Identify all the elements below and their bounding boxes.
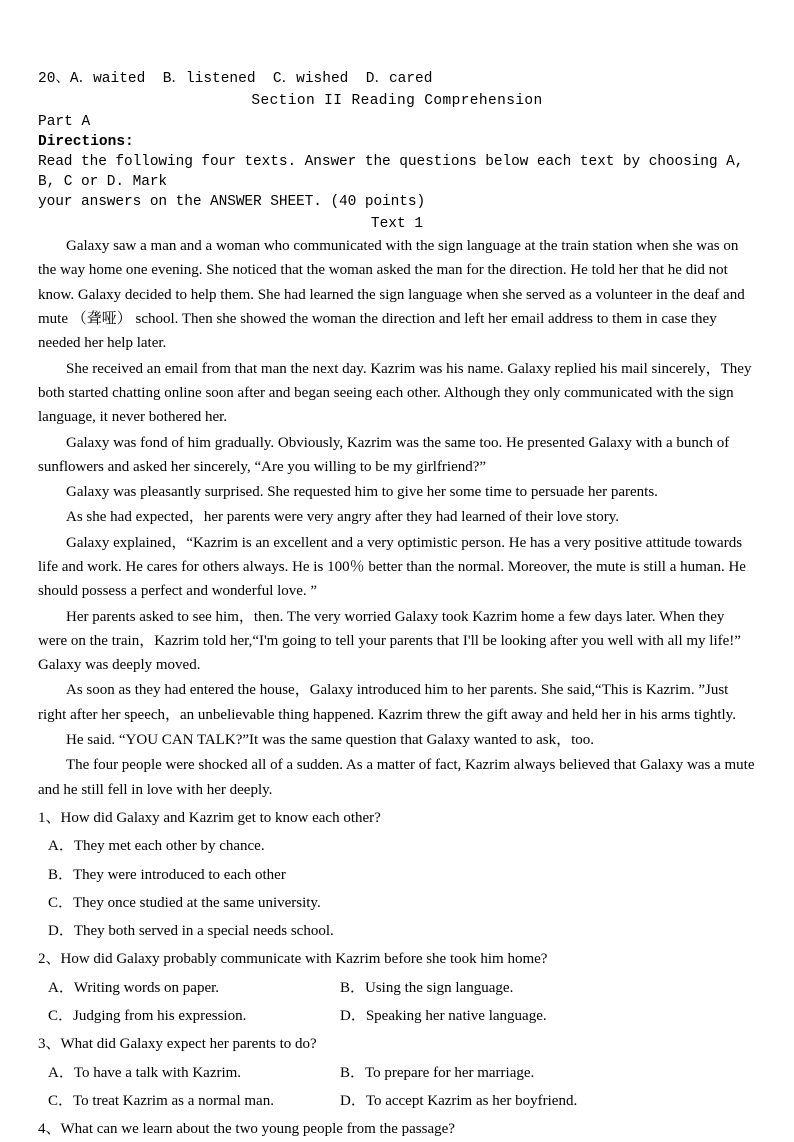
directions-label: Directions:	[38, 133, 134, 150]
passage-paragraph: He said. “YOU CAN TALK?”It was the same question that Galaxy wanted to ask，too.	[66, 732, 594, 749]
passage-paragraph: As soon as they had entered the house，Galaxy introduced him to her parents. She said,“This is Kazrim. ”Just right after her speech，an unbelievable thing happened. Kazrim threw the gift away and held her in his arms tightly.	[38, 682, 736, 723]
passage-paragraph: Her parents asked to see him，then. The very worried Galaxy took Kazrim home a few days later. When they were on the train，Kazrim told her,“I'm going to tell your parents that I'll be looking after you well with all my life!” Galaxy was deeply moved.	[38, 608, 741, 674]
directions-line-2: your answers on the ANSWER SHEET. (40 points)	[38, 194, 426, 211]
question-2-option-d[interactable]: D．Speaking her native language.	[340, 1008, 547, 1025]
question-3-stem: 3、What did Galaxy expect her parents to do?	[38, 1036, 317, 1053]
text-1-heading: Text 1	[370, 216, 424, 233]
part-label: Part A	[38, 114, 91, 130]
passage-paragraph: Galaxy was pleasantly surprised. She requested him to give her some time to persuade her parents.	[66, 484, 658, 501]
passage-paragraph: As she had expected，her parents were very angry after they had learned of their love story.	[66, 509, 619, 526]
passage-paragraph: Galaxy explained，“Kazrim is an excellent and a very optimistic person. He has a very positive attitude towards life and work. He cares for others always. He is 100％ better than the normal. Moreover, the mute is still a human. He should possess a perfect and wonderful love. ”	[38, 534, 746, 600]
question-2-option-c[interactable]: C．Judging from his expression.	[48, 1008, 247, 1025]
question-3-options-row-2	[48, 1089, 756, 1113]
passage-paragraph: Galaxy was fond of him gradually. Obviously, Kazrim was the same too. He presented Galaxy with a bunch of sunflowers and asked her sincerely, “Are you willing to be my girlfriend?”	[38, 434, 730, 475]
directions-line-1: Read the following four texts. Answer the questions below each text by choosing A, B, C or D. Mark	[38, 154, 744, 191]
passage-paragraph: The four people were shocked all of a sudden. As a matter of fact, Kazrim always believed that Galaxy was a mute and he still fell in love with her deeply.	[38, 757, 755, 798]
section-heading: Section II Reading Comprehension	[251, 93, 543, 109]
question-4-stem: 4、What can we learn about the two young people from the passage?	[38, 1121, 455, 1138]
question-3-option-b[interactable]: B．To prepare for her marriage.	[340, 1064, 535, 1081]
question-3-option-c[interactable]: C．To treat Kazrim as a normal man.	[48, 1092, 274, 1109]
question-3-option-a[interactable]: A．To have a talk with Kazrim.	[48, 1064, 242, 1081]
passage-paragraph: Galaxy saw a man and a woman who communicated with the sign language at the train station when she was on the way home one evening. She noticed that the woman asked the man for the direction. He told her that he did not know. Galaxy decided to help them. She had learned the sign language when she served as a volunteer in the deaf and mute （聋哑） school. Then she showed the woman the direction and left her email address to them in case they needed her help later.	[38, 238, 745, 352]
question-2-options-row-1	[48, 976, 756, 1000]
question-1-option-d[interactable]: D．They both served in a special needs school.	[48, 923, 334, 940]
question-1-option-b[interactable]: B．They were introduced to each other	[48, 866, 286, 883]
question-2-option-a[interactable]: A．Writing words on paper.	[48, 979, 220, 996]
question-3-option-d[interactable]: D．To accept Kazrim as her boyfriend.	[340, 1092, 578, 1109]
question-1-option-c[interactable]: C．They once studied at the same university.	[48, 894, 321, 911]
question-3-options-row-1	[48, 1061, 756, 1085]
passage-paragraph: She received an email from that man the next day. Kazrim was his name. Galaxy replied his mail sincerely，They both started chatting online soon after and began seeing each other. Although they only communicated with the sign language, it never bothered her.	[38, 360, 752, 426]
question-2-options-row-2	[48, 1004, 756, 1028]
question-20: 20、A．waited B．listened C．wished D．cared	[38, 71, 433, 87]
question-2-stem: 2、How did Galaxy probably communicate with Kazrim before she took him home?	[38, 951, 548, 968]
question-1-stem: 1、How did Galaxy and Kazrim get to know each other?	[38, 809, 381, 826]
question-1-option-a[interactable]: A．They met each other by chance.	[48, 838, 265, 855]
question-2-option-b[interactable]: B．Using the sign language.	[340, 979, 514, 996]
